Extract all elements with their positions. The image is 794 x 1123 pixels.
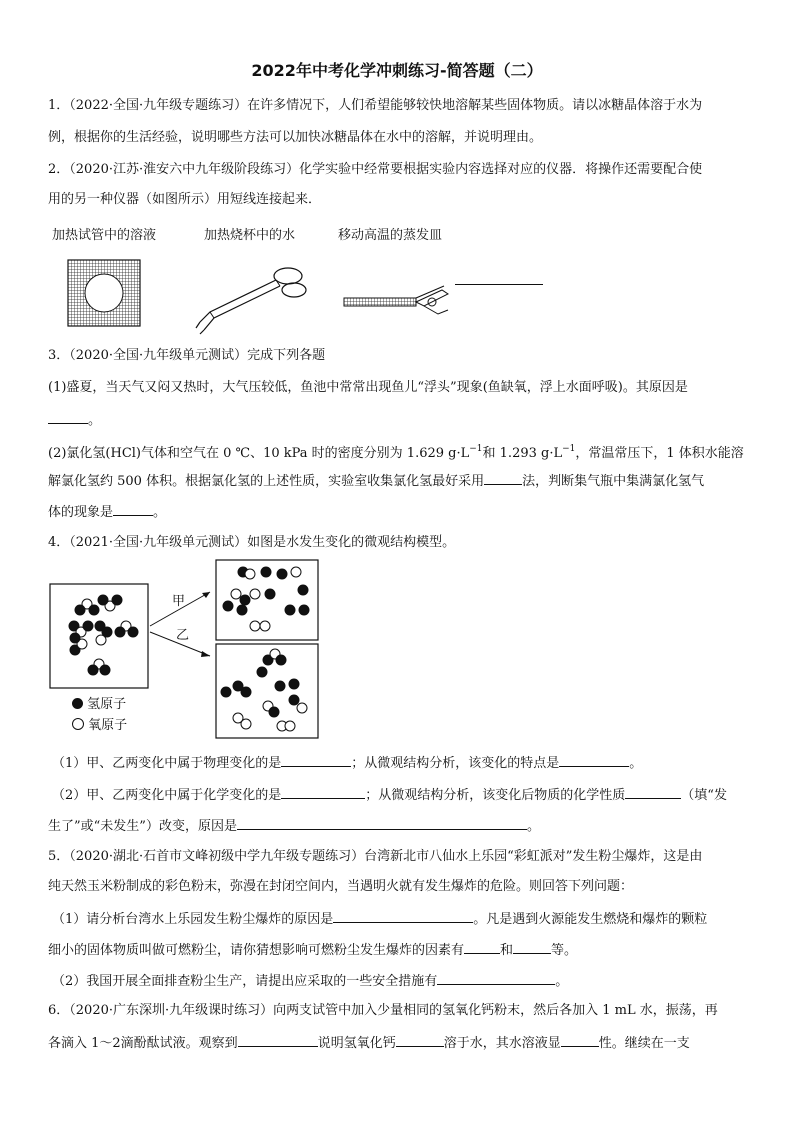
test-tube-holder-icon xyxy=(344,280,456,316)
q5-p2-blank[interactable] xyxy=(437,970,555,985)
q4-text-line1: 4．（2021·全国·九年级单元测试）如图是水发生变化的微观结构模型。 xyxy=(48,535,456,550)
q5-p1-line2: 细小的固体物质叫做可燃粉尘，请你猜想影响可燃粉尘发生爆炸的因素有 和 等。 xyxy=(48,939,577,961)
q2-answer-line[interactable] xyxy=(455,270,543,285)
q3-p2-line2: 解氯化氢约 500 体积。根据氯化氢的上述性质，实验室收集氯化氢最好采用 法，判断集气瓶中集满氯化氢气 xyxy=(48,470,704,492)
arrow-label-yi: 乙 xyxy=(176,628,190,643)
q6-text-line1: 6．（2020·广东深圳·九年级课时练习）向两支试管中加入少量相同的氢氧化钙粉末，然后各加入 1 mL 水，振荡，再 xyxy=(48,1003,718,1018)
q4-p2-line2: 生了”或“未发生”）改变，原因是 。 xyxy=(48,815,540,837)
page-title: 2022年中考化学冲刺练习-简答题（二） xyxy=(251,61,543,80)
q2-text-line2: 用的另一种仪器（如图所示）用短线连接起来． xyxy=(48,192,322,207)
q5-text-line2: 纯天然玉米粉制成的彩色粉末，弥漫在封闭空间内，当遇明火就有发生爆炸的危险。则回答下列问题： xyxy=(48,879,634,894)
q6-blank1[interactable] xyxy=(238,1032,318,1047)
q3-p2-line3: 体的现象是 。 xyxy=(48,501,166,523)
q3-p1-blank[interactable] xyxy=(48,409,88,424)
q6-blank3[interactable] xyxy=(561,1032,599,1047)
crucible-tongs-icon xyxy=(192,260,310,334)
legend-oxygen: 氧原子 xyxy=(72,714,127,733)
q3-p2-blank2[interactable] xyxy=(113,501,153,516)
q3-p1-line2: 。 xyxy=(48,409,101,431)
arrow-label-jia: 甲 xyxy=(172,594,186,609)
q5-p1-blank2[interactable] xyxy=(464,939,500,954)
q1-text-line1: 1．（2022·全国·九年级专题练习）在许多情况下，人们希望能够较快地溶解某些固体物质。请以冰糖晶体溶于水为 xyxy=(48,98,703,113)
q3-p1-line1: (1)盛夏，当天气又闷又热时，大气压较低，鱼池中常常出现鱼儿“浮头”现象(鱼缺氧，浮上水面呼吸)。其原因是 xyxy=(48,380,688,395)
legend-hydrogen: 氢原子 xyxy=(72,693,126,712)
q4-p2-line1: （2）甲、乙两变化中属于化学变化的是 ；从微观结构分析，该变化后物质的化学性质 （填“发 xyxy=(52,784,727,806)
q5-p1-blank3[interactable] xyxy=(513,939,551,954)
q3-p2-blank1[interactable] xyxy=(484,470,522,485)
q4-p2-blank2[interactable] xyxy=(625,784,681,799)
q5-text-line1: 5．（2020·湖北·石首市文峰初级中学九年级专题练习）台湾新北市八仙水上乐园“彩虹派对”发生粉尘爆炸，这是由 xyxy=(48,849,703,864)
q2-text-line1: 2．（2020·江苏·淮安六中九年级阶段练习）化学实验中经常要根据实验内容选择对应的仪器．将操作还需要配合使 xyxy=(48,162,703,177)
q1-text-line2: 例，根据你的生活经验，说明哪些方法可以加快冰糖晶体在水中的溶解，并说明理由。 xyxy=(48,130,543,145)
q4-p2-blank1[interactable] xyxy=(281,784,365,799)
q6-text-line2: 各滴入 1～2滴酚酞试液。观察到 说明氢氧化钙 溶于水，其水溶液显 性。继续在一支 xyxy=(48,1032,690,1054)
q5-p1-line1: （1）请分析台湾水上乐园发生粉尘爆炸的原因是 。凡是遇到火源能发生燃烧和爆炸的颗粒 xyxy=(52,908,707,930)
q3-p2-line1: (2)氯化氢(HCl)气体和空气在 0 ℃、10 kPa 时的密度分别为 1.629 $g\cdot L^{-1}$和 1.293 $g\cdot L^{-1}$，常温常压下，1 体积水能溶 xyxy=(48,444,744,461)
q4-p1-blank1[interactable] xyxy=(281,752,351,767)
q4-p1-line: （1）甲、乙两变化中属于物理变化的是 ；从微观结构分析，该变化的特点是 。 xyxy=(52,752,642,774)
q2-label-3: 移动高温的蒸发皿 xyxy=(338,228,443,243)
q2-label-1: 加热试管中的溶液 xyxy=(52,228,157,243)
water-microstructure-diagram xyxy=(50,560,322,740)
wire-gauze-icon xyxy=(68,260,140,326)
q4-p2-blank3[interactable] xyxy=(237,815,527,830)
q5-p2-line: （2）我国开展全面排查粉尘生产，请提出应采取的一些安全措施有 。 xyxy=(52,970,568,992)
q6-blank2[interactable] xyxy=(396,1032,444,1047)
q3-text-line1: 3．（2020·全国·九年级单元测试）完成下列各题 xyxy=(48,348,326,363)
q4-p1-blank2[interactable] xyxy=(559,752,629,767)
hydrogen-atom-icon xyxy=(72,698,83,709)
q5-p1-blank1[interactable] xyxy=(333,908,473,923)
oxygen-atom-icon xyxy=(72,718,84,730)
q2-label-2: 加热烧杯中的水 xyxy=(204,228,296,243)
